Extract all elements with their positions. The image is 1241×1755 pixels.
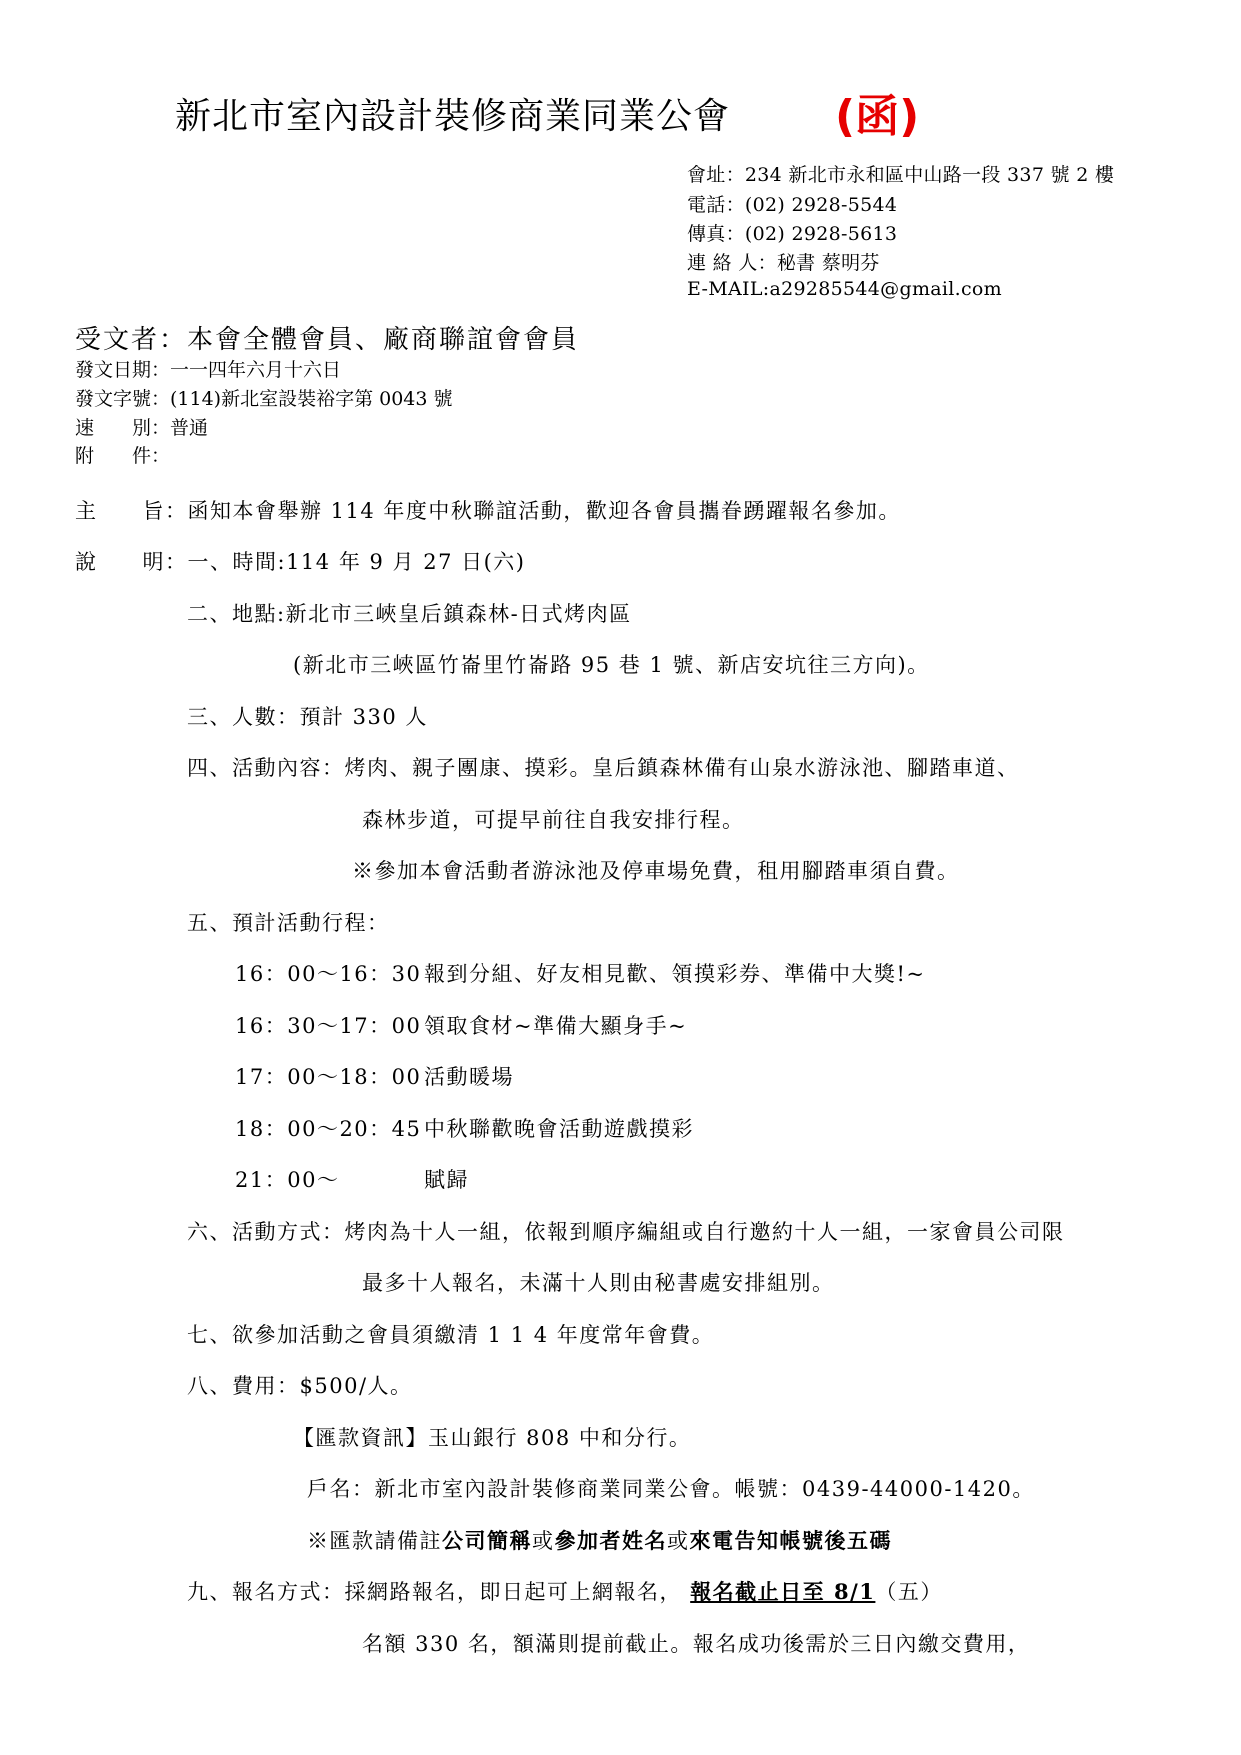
explanation-item-9-cont: 名額 330 名，額滿則提前截止。報名成功後需於三日內繳交費用， [362, 1632, 1031, 1656]
explanation-item-7: 七、欲參加活動之會員須繳清 1 1 4 年度常年會費。 [187, 1323, 715, 1347]
schedule-time: 21：00～ [235, 1168, 340, 1192]
issue-date: 發文日期：一一四年六月十六日 [75, 359, 342, 381]
explanation-item-4-cont: 森林步道，可提早前往自我安排行程。 [362, 808, 745, 832]
schedule-desc: 領取食材~準備大顯身手~ [424, 1014, 688, 1038]
explanation-item-8: 八、費用：$500/人。 [187, 1374, 413, 1398]
recipient-line: 受文者：本會全體會員、廠商聯誼會會員 [75, 325, 580, 355]
schedule-desc: 賦歸 [424, 1168, 469, 1192]
doc-type-label: (函) [835, 91, 920, 142]
schedule-time: 16：30～17：00 [235, 1014, 422, 1038]
account-info: 戶名：新北市室內設計裝修商業同業公會。帳號：0439-44000-1420。 [307, 1477, 1035, 1501]
schedule-time: 16：00～16：30 [235, 962, 422, 986]
explanation-item-6-cont: 最多十人報名，未滿十人則由秘書處安排組別。 [362, 1271, 835, 1295]
schedule-time: 18：00～20：45 [235, 1117, 422, 1141]
remit-note-bold: 來電告知帳號後五碼 [689, 1528, 892, 1553]
schedule-desc: 報到分組、好友相見歡、領摸彩券、準備中大獎!~ [424, 962, 926, 986]
org-phone: 電話：(02) 2928-5544 [687, 194, 898, 216]
bank-info: 【匯款資訊】玉山銀行 808 中和分行。 [293, 1426, 692, 1450]
registration-method: 九、報名方式：採網路報名，即日起可上網報名， [187, 1580, 682, 1604]
remit-note-text: 或 [532, 1529, 555, 1553]
explanation-item-6: 六、活動方式：烤肉為十人一組，依報到順序編組或自行邀約十人一組，一家會員公司限 [187, 1220, 1065, 1244]
explanation-item-3: 三、人數：預計 330 人 [187, 705, 428, 729]
org-title: 新北市室內設計裝修商業同業公會 [175, 96, 731, 137]
org-email: E-MAIL:a29285544@gmail.com [687, 278, 1002, 300]
subject-line: 主 旨：函知本會舉辦 114 年度中秋聯誼活動，歡迎各會員攜眷踴躍報名參加。 [75, 499, 901, 523]
explanation-item-4: 四、活動內容：烤肉、親子團康、摸彩。皇后鎮森林備有山泉水游泳池、腳踏車道、 [187, 756, 1020, 780]
org-fax: 傳真：(02) 2928-5613 [687, 223, 898, 245]
explanation-item-2: 二、地點:新北市三峽皇后鎮森林-日式烤肉區 [187, 602, 632, 626]
explanation-item-1: 說 明：一、時間:114 年 9 月 27 日(六) [75, 550, 526, 574]
remit-note-text: ※匯款請備註 [307, 1529, 442, 1553]
schedule-desc: 中秋聯歡晚會活動遊戲摸彩 [424, 1117, 694, 1141]
remit-note-bold: 公司簡稱 [442, 1528, 532, 1553]
remit-note [307, 1525, 892, 1555]
attachment-line: 附 件： [75, 445, 171, 467]
registration-deadline: 報名截止日至 8/1 [690, 1579, 876, 1604]
schedule-time: 17：00～18：00 [235, 1065, 422, 1089]
remit-note-text: 或 [667, 1529, 690, 1553]
remit-note-bold: 參加者姓名 [554, 1528, 667, 1553]
org-address: 會址：234 新北市永和區中山路一段 337 號 2 樓 [687, 164, 1115, 186]
org-contact: 連 絡 人：秘書 蔡明芬 [687, 252, 880, 274]
speed-class: 速 別：普通 [75, 417, 209, 439]
deadline-weekday: （五） [875, 1580, 943, 1604]
explanation-item-5: 五、預計活動行程： [187, 911, 390, 935]
schedule-desc: 活動暖場 [424, 1065, 514, 1089]
explanation-item-4-note: ※參加本會活動者游泳池及停車場免費，租用腳踏車須自費。 [352, 859, 960, 883]
explanation-item-2-detail: (新北市三峽區竹崙里竹崙路 95 巷 1 號、新店安坑往三方向)。 [293, 653, 930, 677]
explanation-item-9 [187, 1576, 943, 1606]
doc-number: 發文字號：(114)新北室設裝裕字第 0043 號 [75, 388, 453, 410]
